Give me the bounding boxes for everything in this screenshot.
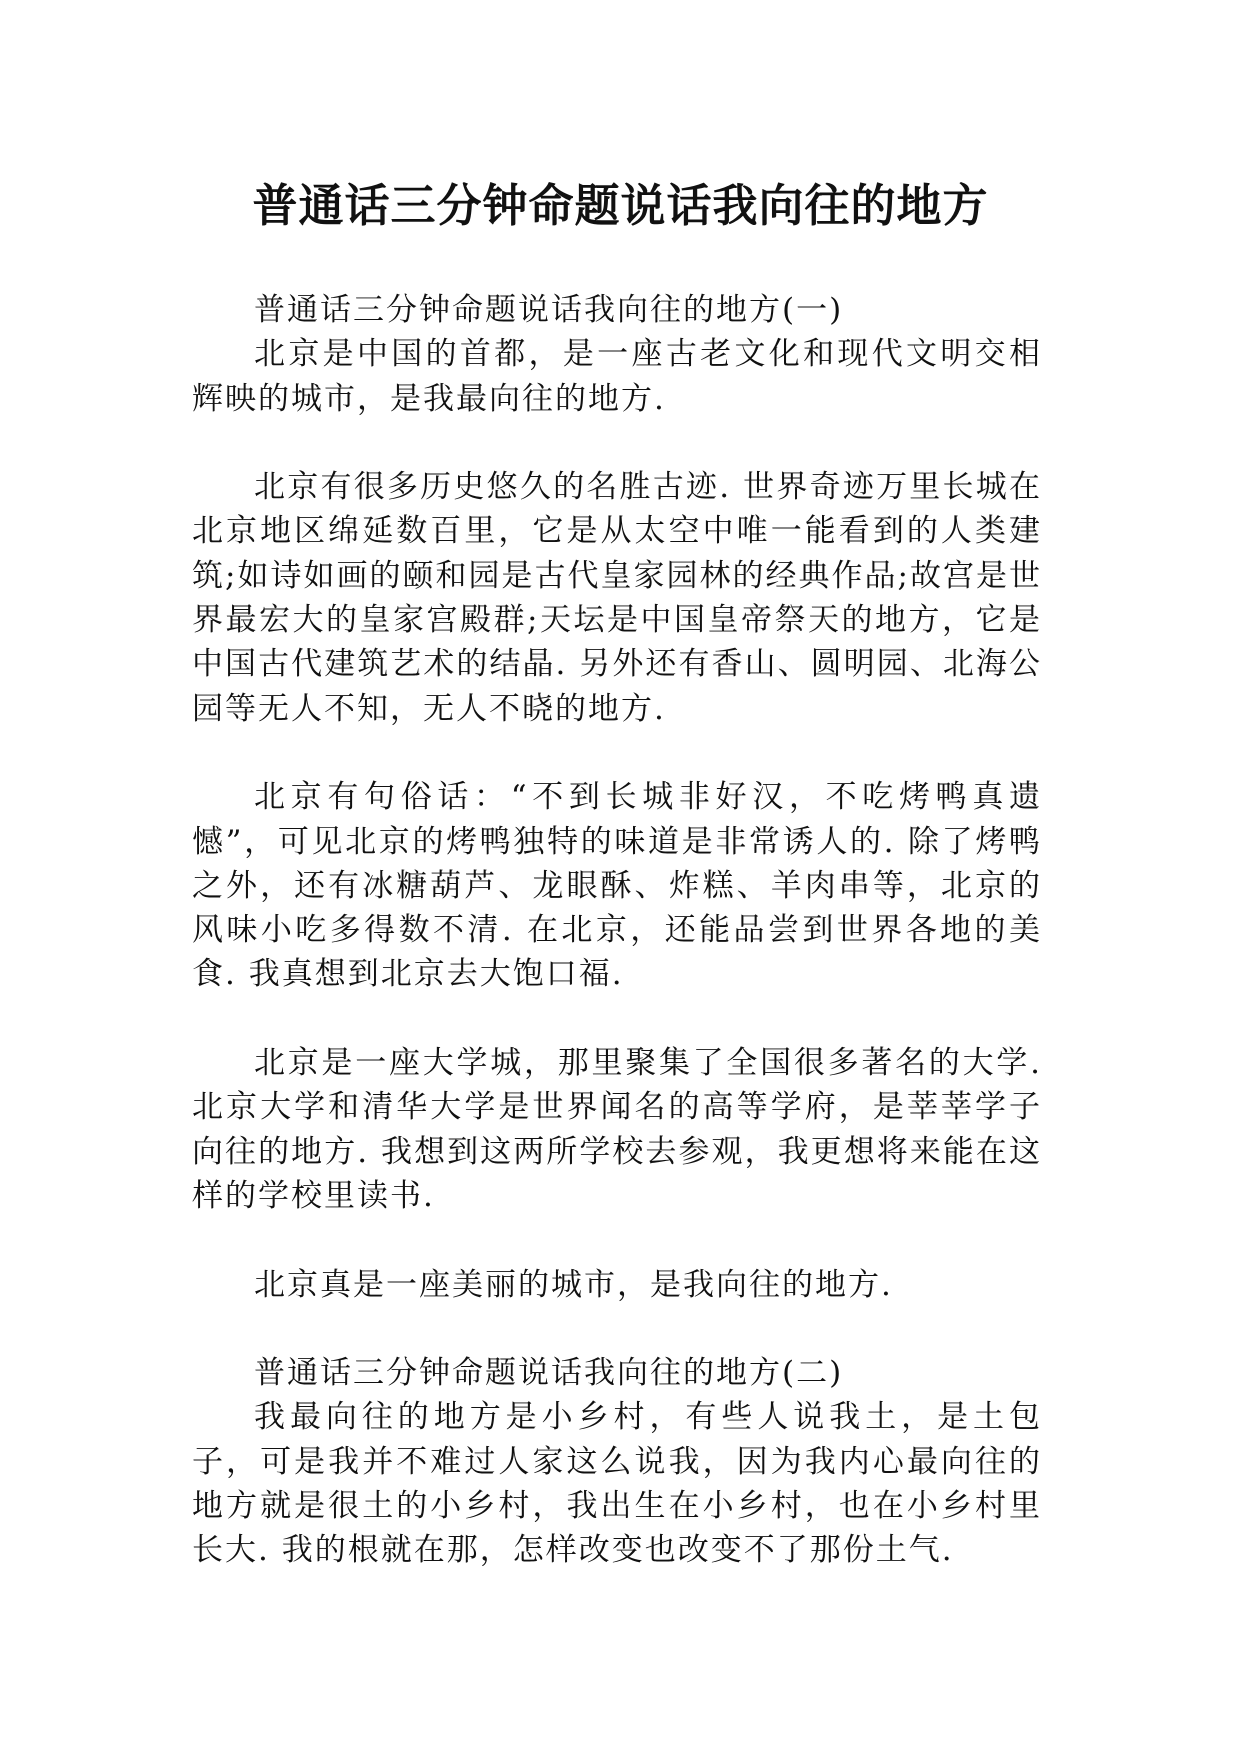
paragraph: 北京有很多历史悠久的名胜古迹. 世界奇迹万里长城在北京地区绵延数百里，它是从太空中唯一能看到的人类建筑;如诗如画的颐和园是古代皇家园林的经典作品;故宫是世界最宏大的皇家宫殿群;天坛是中国皇帝祭天的地方，它是中国古代建筑艺术的结晶. 另外还有香山、圆明园、北海公园等无人不知，无人不晓的地方. (192, 469, 1042, 727)
paragraph: 北京真是一座美丽的城市，是我向往的地方. (254, 1266, 893, 1303)
paragraph: 北京有句俗话：“不到长城非好汉，不吃烤鸭真遗憾”，可见北京的烤鸭独特的味道是非常诱人的. 除了烤鸭之外，还有冰糖葫芦、龙眼酥、炸糕、羊肉串等，北京的风味小吃多得数不清. 在北京，还能品尝到世界各地的美食. 我真想到北京去大饱口福. (192, 779, 1042, 993)
document-body (192, 288, 1042, 1573)
document-title: 普通话三分钟命题说话我向往的地方 (252, 179, 989, 232)
section-heading-2: 普通话三分钟命题说话我向往的地方(二) (254, 1355, 844, 1392)
section-heading-1: 普通话三分钟命题说话我向往的地方(一) (254, 292, 844, 328)
paragraph-gap (192, 421, 1042, 465)
paragraph: 我最向往的地方是小乡村，有些人说我土，是土包子，可是我并不难过人家这么说我，因为我内心最向往的地方就是很土的小乡村，我出生在小乡村，也在小乡村里长大. 我的根就在那，怎样改变也改变不了那份土气. (192, 1399, 1042, 1569)
paragraph-gap (192, 1218, 1042, 1262)
paragraph: 北京是中国的首都，是一座古老文化和现代文明交相辉映的城市，是我最向往的地方. (192, 336, 1042, 417)
paragraph-gap (192, 1307, 1042, 1351)
paragraph-gap (192, 731, 1042, 775)
paragraph-gap (192, 997, 1042, 1041)
paragraph: 北京是一座大学城，那里聚集了全国很多著名的大学. 北京大学和清华大学是世界闻名的高等学府，是莘莘学子向往的地方. 我想到这两所学校去参观，我更想将来能在这样的学校里读书. (192, 1045, 1042, 1214)
